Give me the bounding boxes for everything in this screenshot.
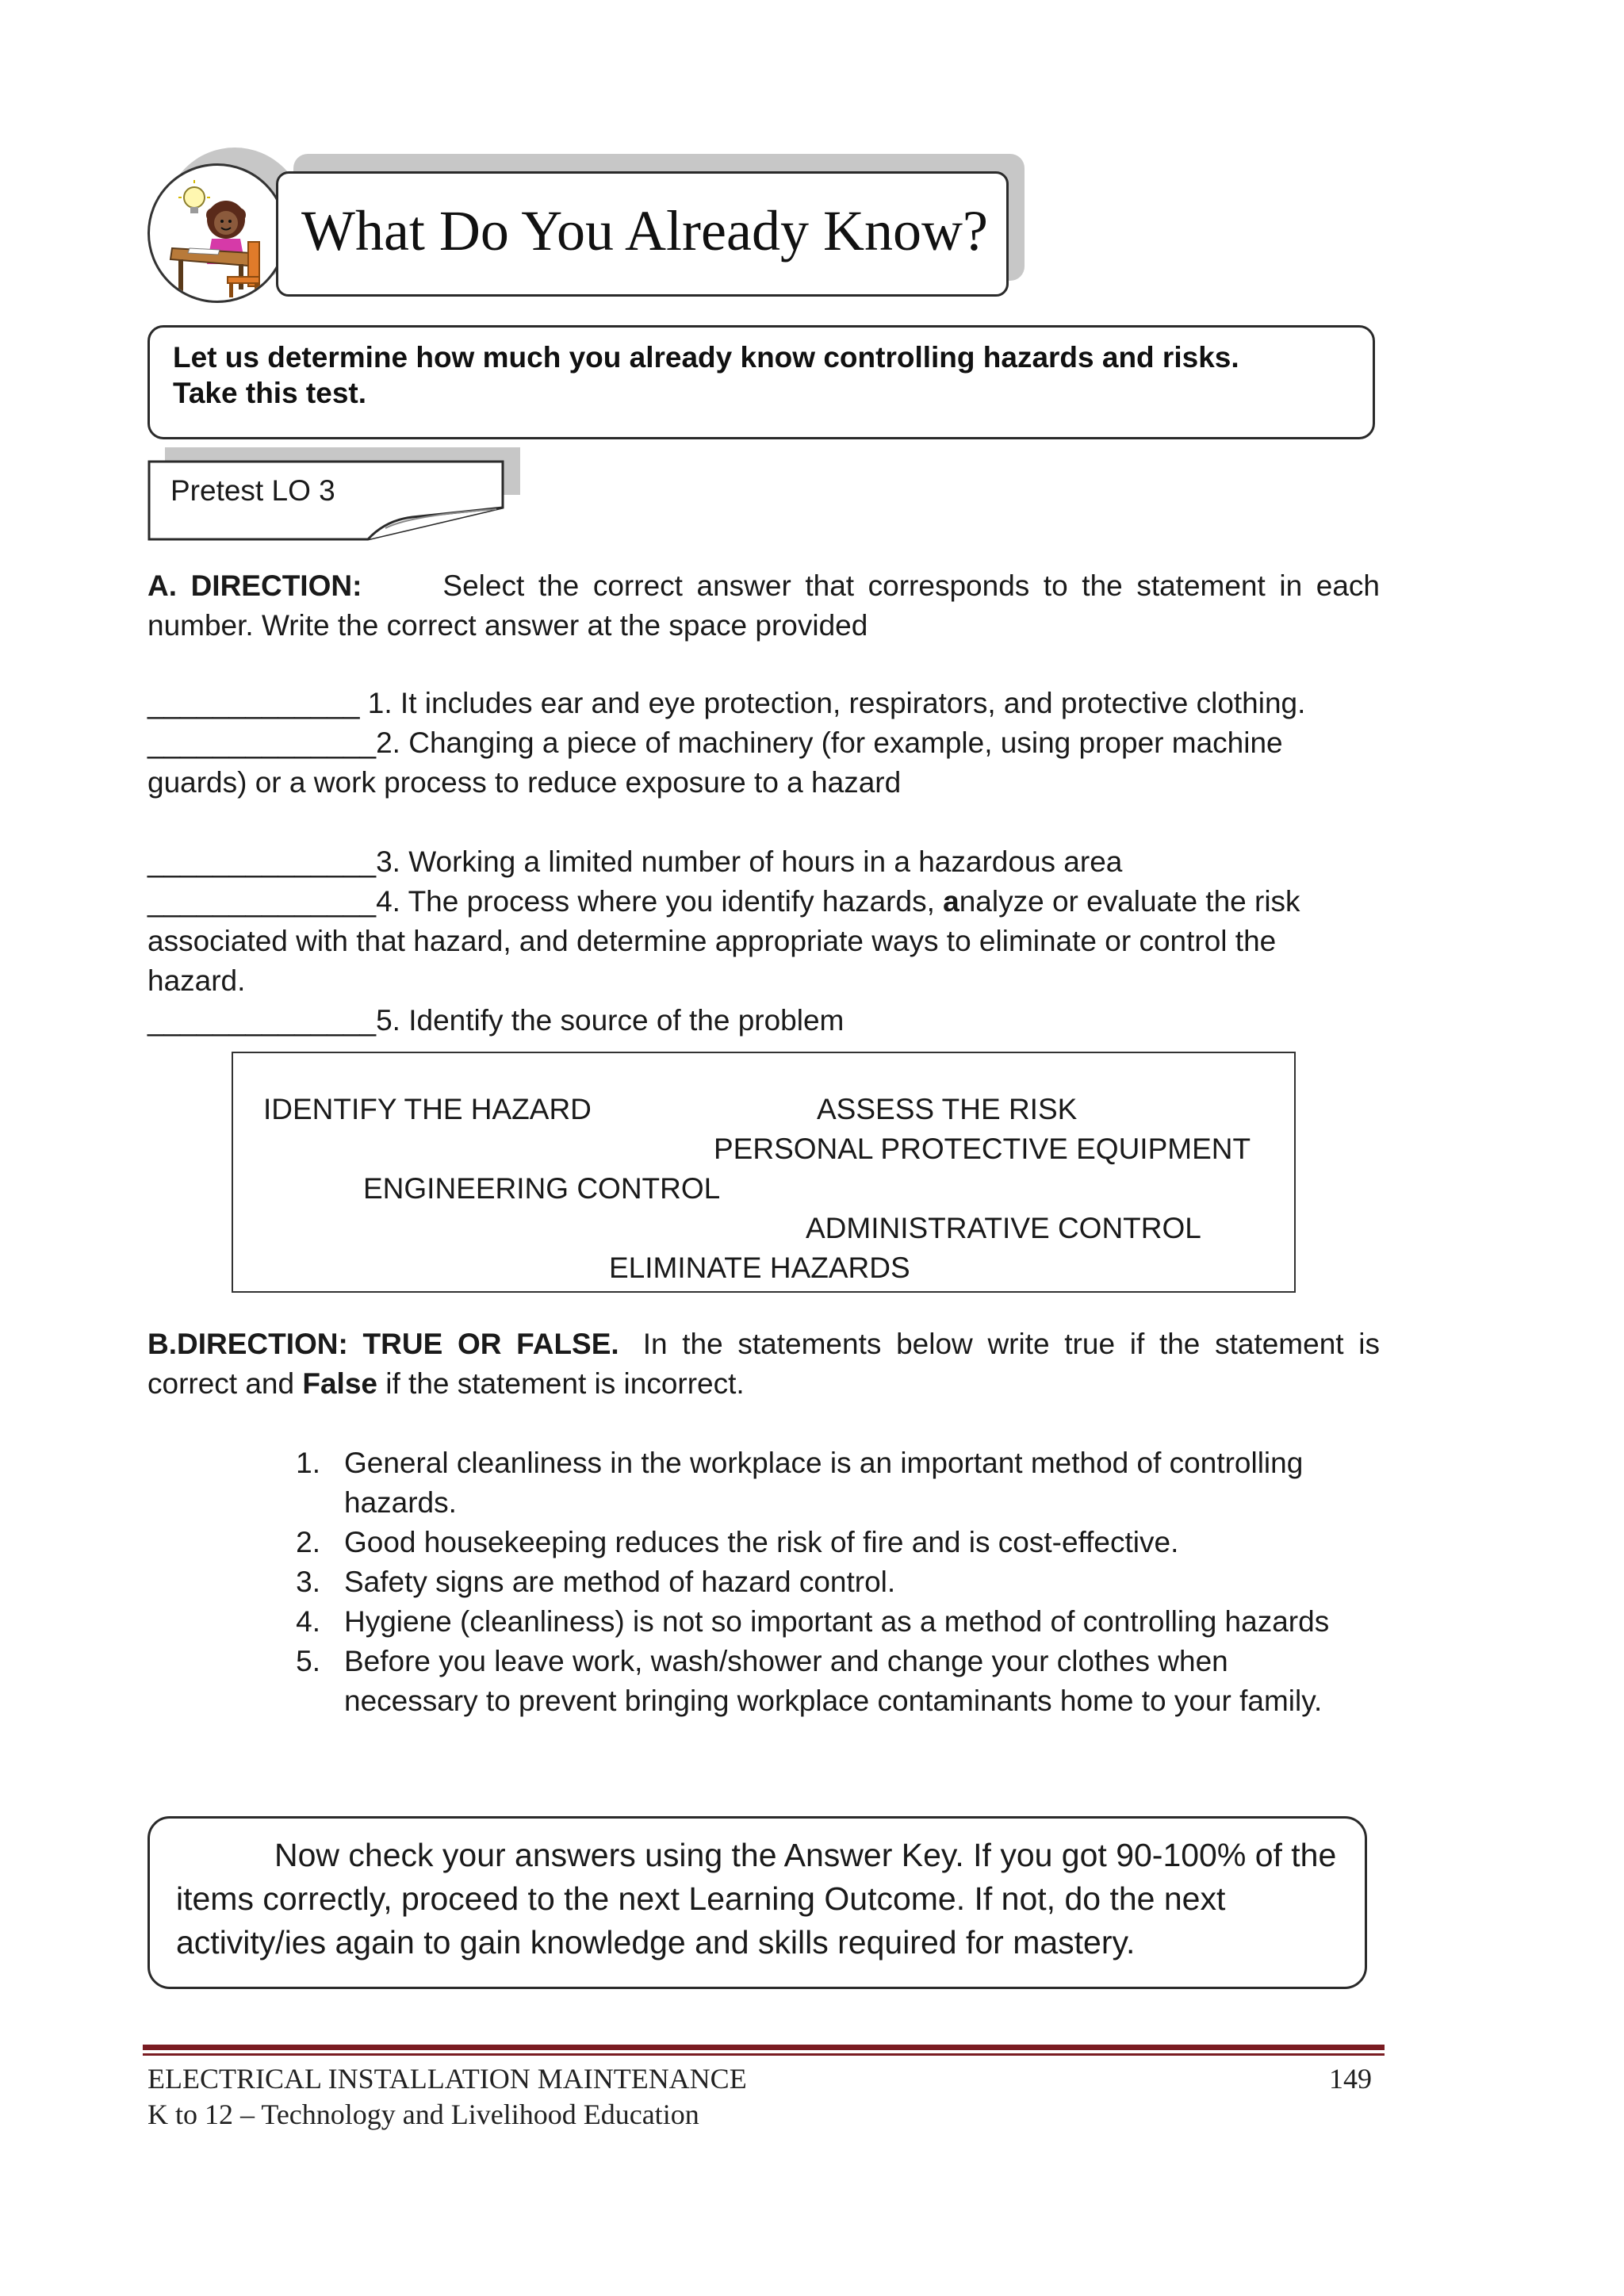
question-1 [147,684,1305,723]
question-text: 2. Changing a piece of machinery (for example, using proper machine [376,726,1283,759]
direction-a [147,566,1380,646]
direction-b-text-1: In the statements below write true if the statement is correct and [147,1328,1380,1400]
tf-item-number: 2. [296,1526,320,1558]
intro-line-2: Take this test. [173,377,367,409]
tf-item-number: 5. [296,1645,320,1677]
intro-line-1: Let us determine how much you already know controlling hazards and risks. [173,341,1239,374]
tf-item-1-line-1: General cleanliness in the workplace is an important method of controlling [344,1447,1304,1479]
choice-eliminate-hazards: ELIMINATE HAZARDS [609,1251,910,1284]
direction-a-label: A. DIRECTION: [147,569,362,602]
choice-administrative-control: ADMINISTRATIVE CONTROL [806,1212,1201,1244]
question-4-continued: associated with that hazard, and determine appropriate ways to eliminate or control the [147,925,1277,957]
tf-item-1-line-2: hazards. [344,1486,457,1519]
answer-blank: ______________ [147,1004,377,1037]
student-at-desk-with-lightbulb-icon [147,163,287,303]
footer-course: ELECTRICAL INSTALLATION MAINTENANCE [147,2063,747,2095]
direction-b-label: B.DIRECTION: TRUE OR FALSE. [147,1328,619,1360]
question-4-continued-2: hazard. [147,964,246,997]
question-text: 1. It includes ear and eye protection, respirators, and protective clothing. [359,687,1306,719]
answer-blank: ______________ [147,726,377,759]
question-text: 5. Identify the source of the problem [376,1004,845,1037]
question-2-continued: guards) or a work process to reduce exposure to a hazard [147,766,902,799]
direction-a-text: Select the correct answer that corresponds to the statement in each number. Write the correct answer at the space provided [147,569,1380,642]
direction-b [147,1324,1380,1404]
tf-item-number: 1. [296,1447,320,1479]
intro-text [173,339,1239,411]
question-text-bold: a [943,885,959,918]
tf-item-5-line-1: Before you leave work, wash/shower and change your clothes when [344,1645,1228,1677]
direction-b-text-2: if the statement is incorrect. [385,1367,745,1400]
footer-program: K to 12 – Technology and Livelihood Education [147,2099,699,2130]
choice-assess-risk: ASSESS THE RISK [817,1093,1078,1125]
tf-item-5-line-2: necessary to prevent bringing workplace contaminants home to your family. [344,1685,1323,1717]
tf-item-number: 3. [296,1566,320,1598]
check-answers-text: Now check your answers using the Answer Key. If you got 90-100% of the items correctly, proceed to the next Learning Outcome. If not, do the next activity/ies again to gain knowledge and skills required for mastery. [176,1837,1337,1961]
question-2 [147,723,1283,763]
answer-blank: ______________ [147,885,377,918]
footer-rule [143,2045,1385,2050]
question-4 [147,882,1300,922]
question-3 [147,842,1122,882]
question-text: nalyze or evaluate the risk [959,885,1300,918]
tf-item-number: 4. [296,1605,320,1638]
tf-item-3: Safety signs are method of hazard control. [344,1566,896,1598]
page-title: What Do You Already Know? [301,199,988,263]
answer-blank: _____________ [147,687,360,719]
question-5 [147,1001,844,1041]
choice-identify-hazard: IDENTIFY THE HAZARD [263,1093,592,1125]
answer-blank: ______________ [147,845,377,878]
footer-page-number: 149 [1329,2063,1372,2095]
tf-item-2: Good housekeeping reduces the risk of fire and is cost-effective. [344,1526,1179,1558]
pretest-label: Pretest LO 3 [170,474,335,507]
question-text: 4. The process where you identify hazards, [376,885,944,918]
question-text: 3. Working a limited number of hours in a hazardous area [376,845,1123,878]
choice-ppe: PERSONAL PROTECTIVE EQUIPMENT [714,1133,1251,1165]
tf-item-4: Hygiene (cleanliness) is not so important as a method of controlling hazards [344,1605,1330,1638]
choice-engineering-control: ENGINEERING CONTROL [363,1172,721,1205]
direction-b-bold-word: False [302,1367,377,1400]
footer-rule-thin [143,2053,1385,2056]
